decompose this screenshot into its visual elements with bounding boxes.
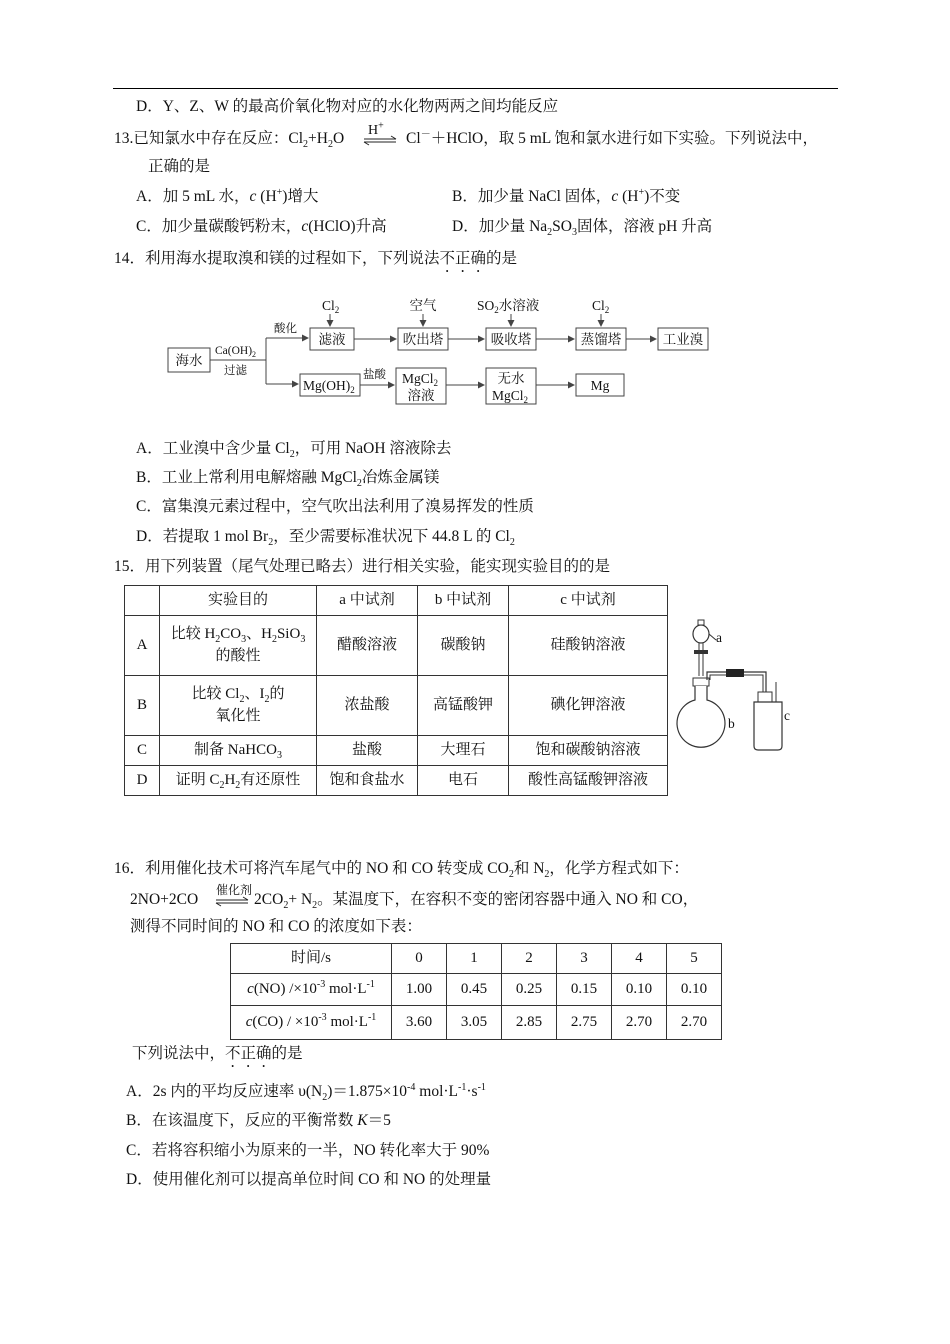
flow-mg: Mg (590, 378, 610, 393)
q15-row-c-c: 饱和碳酸钠溶液 (509, 736, 668, 766)
q15-col-a: a 中试剂 (317, 586, 418, 616)
label-c: c (784, 708, 790, 723)
q16-co-row (231, 1006, 722, 1040)
q15-row-b-goal: 比较 $Cl_2$、$I_2$的 氧化性 (160, 676, 317, 736)
label-b: b (728, 716, 735, 731)
flow-mgcl2: MgCl$_2$ (402, 371, 439, 388)
flow-lime: $Ca(OH)_2$ (215, 345, 257, 359)
q15-row-c-a: 盐酸 (317, 736, 418, 766)
label-a: a (716, 630, 722, 645)
q15-row-b-b: 高锰酸钾 (418, 676, 509, 736)
q15-row-c-b: 大理石 (418, 736, 509, 766)
q15-row-b-a: 浓盐酸 (317, 676, 418, 736)
q16-option-d: D．使用催化剂可以提高单位时间 CO 和 NO 的处理量 (126, 1171, 492, 1188)
q16-time-1: 1 (447, 944, 502, 974)
q13-rest: ＋HClO，取 5 mL 饱和氯水进行如下实验。下列说法中， (430, 130, 819, 147)
q16-no-label: c(NO) $/\times 10^{-3}$ $mol\cdot L^{-1}$ (231, 974, 392, 1006)
flow-cl2-b: $Cl_2$ (592, 298, 610, 315)
q16-time-2: 2 (502, 944, 557, 974)
bottle-stopper (758, 692, 772, 702)
q15-row-d (125, 766, 668, 796)
q13-number: 13. (114, 130, 134, 147)
q13-water: +H (308, 130, 328, 147)
q13-equilibrium-arrows (362, 128, 404, 146)
q15-stem: 15．用下列装置（尾气处理已略去）进行相关实验，能实现实验目的的是 (114, 558, 611, 575)
q15-row-d-c: 酸性高锰酸钾溶液 (509, 766, 668, 796)
flow-mgoh: $Mg(OH)_2$ (303, 378, 355, 395)
q16-no-4: 0.10 (612, 974, 667, 1006)
q13-lead: 已知氯水中存在反应：Cl (133, 130, 304, 147)
flow-filter: 过滤 (224, 365, 247, 377)
q15-row-a (125, 616, 668, 676)
q15-row-b-label: B (125, 676, 160, 736)
q16-time-5: 5 (667, 944, 722, 974)
q13-eq-catalyst: H+ (368, 120, 384, 138)
q16-co-0: 3.60 (392, 1006, 447, 1040)
q15-row-d-a: 饱和食盐水 (317, 766, 418, 796)
q16-no-0: 1.00 (392, 974, 447, 1006)
flow-hcl: 盐酸 (363, 369, 386, 381)
q16-time-head: 时间/s (231, 944, 392, 974)
flow-blow-tower: 吹出塔 (402, 332, 444, 347)
q15-row-a-label: A (125, 616, 160, 676)
q16-stem: 16．利用催化技术可将汽车尾气中的 NO 和 CO 转变成 $CO_2$和 $N_2$，化学方程式如下： (114, 860, 689, 881)
header-rule (113, 88, 838, 89)
q16-time-3: 3 (557, 944, 612, 974)
flow-air: 空气 (409, 298, 437, 313)
q16-eq-arrows (214, 889, 254, 907)
q15-col-goal: 实验目的 (160, 586, 317, 616)
q13-option-a: A．加 5 mL 水，c (H+)增大 (136, 186, 319, 205)
q13-stem-line2: 正确的是 (148, 158, 211, 175)
q16-co-3: 2.75 (557, 1006, 612, 1040)
q16-no-row (231, 974, 722, 1006)
q16-table (230, 943, 722, 1040)
q15-row-d-label: D (125, 766, 160, 796)
flow-filtrate: 滤液 (318, 332, 346, 347)
flow-dist-tower: 蒸馏塔 (580, 332, 622, 347)
q16-no-2: 0.25 (502, 974, 557, 1006)
q13-equilibrium (362, 120, 404, 146)
q16-prompt: 下列说法中，不正确的是 (132, 1045, 303, 1062)
flow-so2: $SO_2$水溶液 (477, 298, 540, 315)
q16-emphasis: 不正确 (225, 1045, 272, 1062)
q14-stem: 14．利用海水提取溴和镁的过程如下，下列说法不正确的是 (114, 250, 518, 267)
q14-option-a: A．工业溴中含少量 $Cl_2$，可用 NaOH 溶液除去 (136, 440, 452, 461)
q16-option-b: B．在该温度下，反应的平衡常数 K＝5 (126, 1112, 391, 1129)
q15-row-a-goal: 比较 $H_2CO_3$、$H_2SiO_3$ 的酸性 (160, 616, 317, 676)
q14-option-d: D．若提取 1 mol $Br_2$，至少需要标准状况下 44.8 L 的 $Cl_2$ (136, 528, 515, 549)
q16-time-0: 0 (392, 944, 447, 974)
q16-no-5: 0.10 (667, 974, 722, 1006)
q16-stem-line3: 测得不同时间的 NO 和 CO 的浓度如下表： (130, 918, 422, 935)
flow-cl2-a: $Cl_2$ (322, 298, 340, 315)
flow-mgcl2-b: MgCl$_2$ (492, 388, 529, 405)
funnel-stopper (698, 620, 704, 625)
q15-table (124, 585, 668, 796)
flow-seawater: 海水 (175, 353, 203, 368)
q15-col-b: b 中试剂 (418, 586, 509, 616)
q16-option-a: A．2s 内的平均反应速率 $\upsilon(N_2)=1.875\times 10^{-4}$ $mol\cdot L^{-1}\cdot s^{-1}$ (126, 1081, 486, 1104)
flow-bromine: 工业溴 (662, 332, 704, 347)
q16-co-label: $c(CO) / \times 10^{-3}$ $mol\cdot L^{-1}$ (231, 1006, 392, 1040)
flow-acidify: 酸化 (274, 323, 297, 335)
q16-time-row (231, 944, 722, 974)
bottle-c (754, 702, 782, 750)
q16-catalyst-arrow (214, 883, 254, 907)
q15-row-a-c: 硅酸钠溶液 (509, 616, 668, 676)
q14-option-c: C．富集溴元素过程中，空气吹出法利用了溴易挥发的性质 (136, 498, 534, 515)
label-a-leader (709, 634, 716, 640)
q15-col-c: c 中试剂 (509, 586, 668, 616)
q15-row-c (125, 736, 668, 766)
q14-emphasis: 不正确 (439, 250, 487, 267)
q16-co-1: 3.05 (447, 1006, 502, 1040)
q13-stem: 13.已知氯水中存在反应：$Cl_2+H_2O$ H+ Cl－＋HClO，取 5 mL 饱和氯水进行如下实验。下列说法中， (114, 120, 819, 151)
q15-row-c-goal: 制备 NaHCO$_3$ (160, 736, 317, 766)
q16-time-4: 4 (612, 944, 667, 974)
q15-row-a-a: 醋酸溶液 (317, 616, 418, 676)
q16-co-4: 2.70 (612, 1006, 667, 1040)
q15-row-d-goal: 证明 $C_2H_2$有还原性 (160, 766, 317, 796)
q15-row-b (125, 676, 668, 736)
q16-option-c: C．若将容积缩小为原来的一半，NO 转化率大于 90% (126, 1142, 490, 1159)
q15-row-a-b: 碳酸钠 (418, 616, 509, 676)
q13-option-c: C．加少量碳酸钙粉末，c(HClO)升高 (136, 218, 387, 235)
q15-row-b-c: 碘化钾溶液 (509, 676, 668, 736)
flask-b (677, 686, 725, 747)
q16-no-3: 0.15 (557, 974, 612, 1006)
q14-option-b: B．工业上常利用电解熔融 MgCl$_2$冶炼金属镁 (136, 469, 440, 490)
q15-row-d-b: 电石 (418, 766, 509, 796)
funnel-stopcock (694, 650, 708, 654)
q16-co-2: 2.85 (502, 1006, 557, 1040)
q16-catalyst: 催化剂 (216, 883, 253, 897)
funnel-bulb (693, 625, 709, 643)
q15-row-c-label: C (125, 736, 160, 766)
q13-option-d: D．加少量 $Na_2SO_3$固体，溶液 pH 升高 (452, 218, 713, 239)
q16-equation: 2NO+2CO 催化剂 $2CO_2+ N_2$。某温度下，在容积不变的密闭容器中通入 NO 和 CO， (130, 883, 699, 912)
q12-option-d: D．Y、Z、W 的最高价氧化物对应的水化物两两之间均能反应 (136, 98, 559, 115)
flow-abs-tower: 吸收塔 (490, 332, 532, 347)
q15-apparatus (674, 612, 804, 757)
q15-corner (125, 586, 160, 616)
q16-no-1: 0.45 (447, 974, 502, 1006)
q13-option-b: B．加少量 NaCl 固体，c (H+)不变 (452, 186, 681, 205)
rubber-connector (726, 669, 744, 677)
q14-flowchart (160, 290, 720, 410)
flow-anhydrous: 无水 (497, 371, 525, 386)
flow-solution: 溶液 (407, 388, 435, 403)
q15-header-row (125, 586, 668, 616)
q16-co-5: 2.70 (667, 1006, 722, 1040)
